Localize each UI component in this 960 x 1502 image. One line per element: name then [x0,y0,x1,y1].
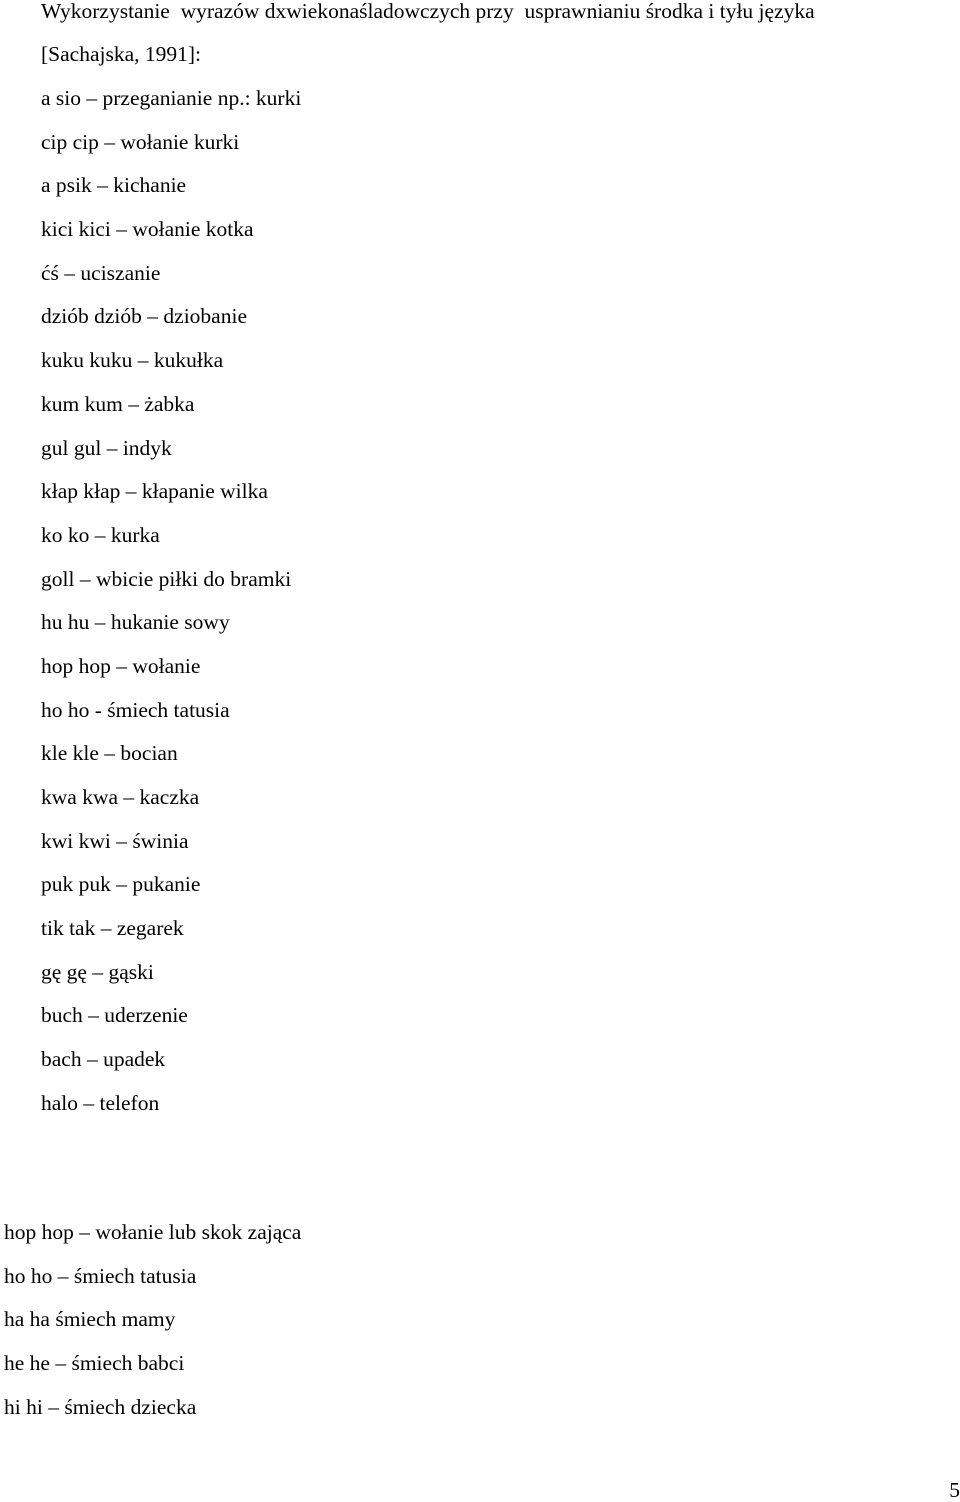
list-item: ho ho - śmiech tatusia [41,697,230,722]
list-item: halo – telefon [41,1090,160,1115]
list-item: ćś – uciszanie [41,260,161,285]
list-item: hi hi – śmiech dziecka [4,1394,197,1419]
list-item: hop hop – wołanie lub skok zająca [4,1220,302,1244]
heading-line-2 [41,41,201,67]
list-item: gul gul – indyk [41,435,172,460]
list-item: goll – wbicie piłki do bramki [41,566,292,591]
list-item: kwi kwi – świnia [41,828,189,853]
list-item: gę gę – gąski [41,959,154,984]
list-item: kuku kuku – kukułka [41,348,224,373]
list-item: puk puk – pukanie [41,872,201,897]
heading-line-1 [41,0,956,24]
list-item: kwa kwa – kaczka [41,785,200,809]
list-item: buch – uderzenie [41,1003,188,1028]
list-item: kici kici – wołanie kotka [41,217,254,242]
list-item: hu hu – hukanie sowy [41,610,230,635]
list-item: ho ho – śmiech tatusia [4,1263,197,1288]
laugh-list [4,1219,301,1437]
onomatopoeia-list [41,85,301,1134]
list-item: a psik – kichanie [41,173,187,198]
page-number: 5 [949,1478,960,1502]
list-item: hop hop – wołanie [41,653,201,678]
list-item: kum kum – żabka [41,391,195,416]
list-item: tik tak – zegarek [41,916,184,941]
list-item: cip cip – wołanie kurki [41,129,240,154]
heading-text: Wykorzystanie wyrazów dxwiekonaśladowczych przy usprawnianiu środka i tyłu języka [41,0,815,23]
list-item: dziób dziób – dziobanie [41,304,247,329]
list-item: a sio – przeganianie np.: kurki [41,86,302,110]
list-item: kle kle – bocian [41,741,178,766]
list-item: kłap kłap – kłapanie wilka [41,479,268,504]
heading-citation: [Sachajska, 1991]: [41,42,202,66]
list-item: he he – śmiech babci [4,1351,185,1376]
list-item: ko ko – kurka [41,522,160,547]
list-item: ha ha śmiech mamy [4,1307,176,1332]
list-item: bach – upadek [41,1047,166,1072]
